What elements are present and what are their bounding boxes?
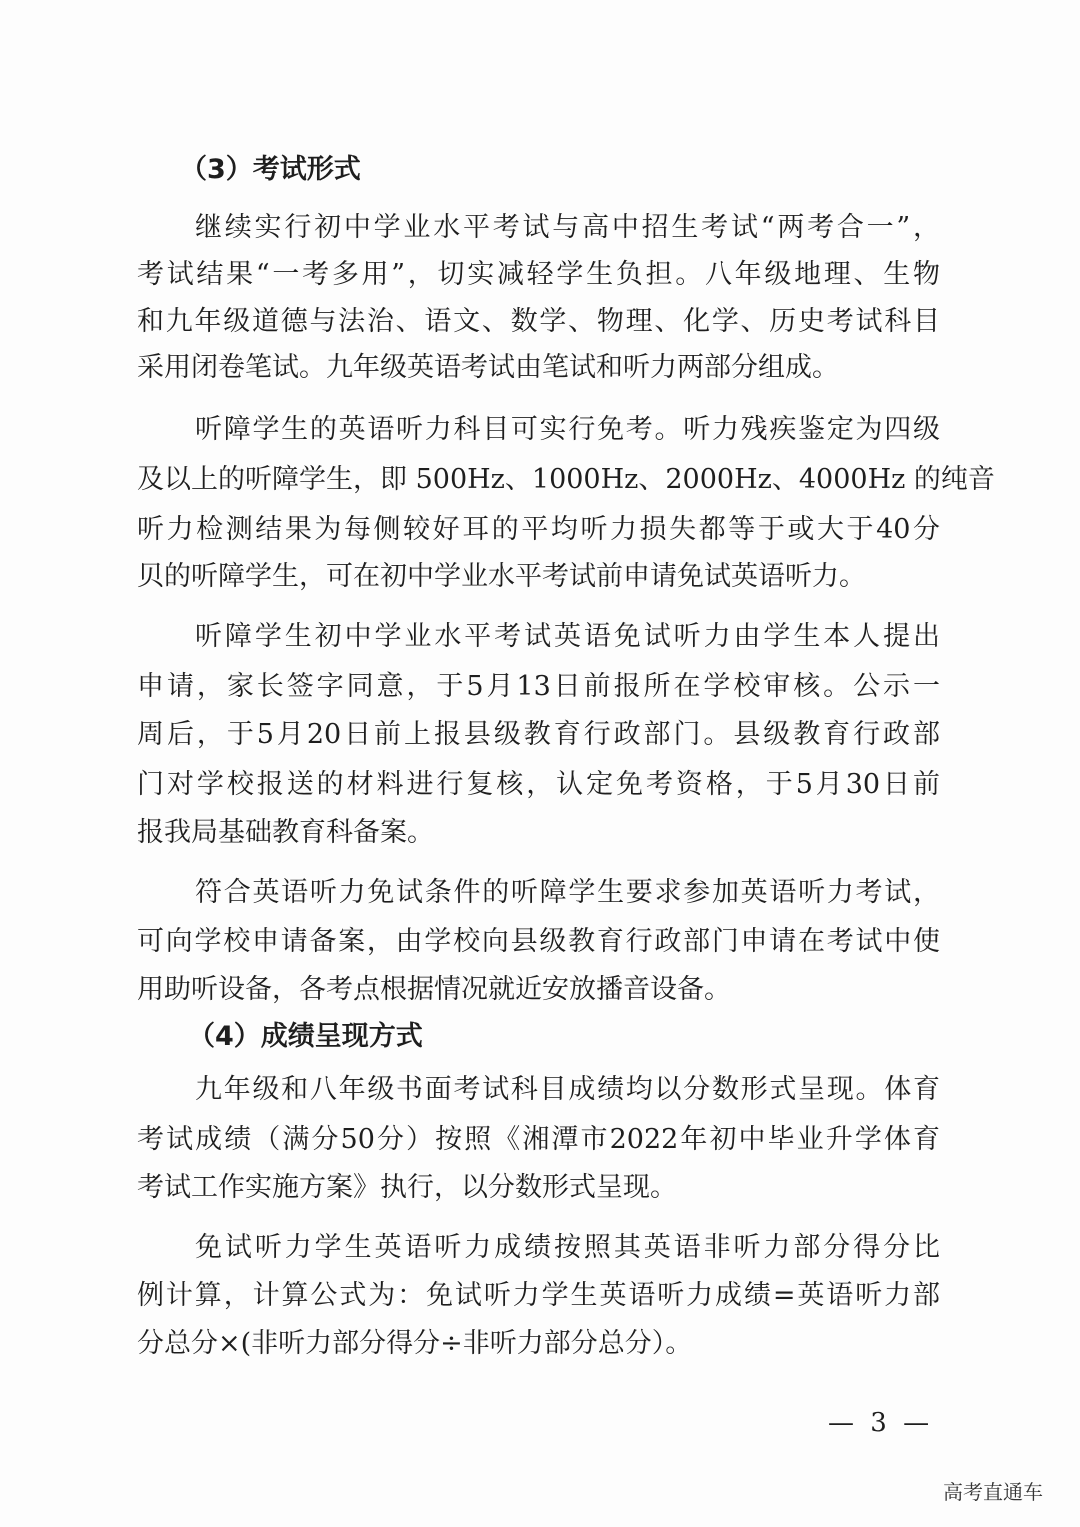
paragraph-line: 门对学校报送的材料进行复核，认定免考资格，于5月30日前	[137, 769, 940, 800]
paragraph-line: 九年级和八年级书面考试科目成绩均以分数形式呈现。体育	[195, 1074, 940, 1105]
paragraph-line: 听力检测结果为每侧较好耳的平均听力损失都等于或大于40分	[137, 514, 940, 545]
paragraph-line: 报我局基础教育科备案。	[137, 817, 434, 848]
paragraph-line: 申请，家长签字同意，于5月13日前报所在学校审核。公示一	[137, 671, 940, 702]
paragraph-line: 分总分×(非听力部分得分÷非听力部分总分）。	[137, 1328, 693, 1359]
paragraph-line: 用助听设备，各考点根据情况就近安放播音设备。	[137, 974, 731, 1005]
paragraph-line: 贝的听障学生，可在初中学业水平考试前申请免试英语听力。	[137, 561, 866, 592]
paragraph-line: 采用闭卷笔试。九年级英语考试由笔试和听力两部分组成。	[137, 352, 839, 383]
section-heading-exam-format: （3）考试形式	[180, 154, 361, 185]
paragraph-line: 可向学校申请备案，由学校向县级教育行政部门申请在考试中使	[137, 926, 940, 957]
paragraph-line: 听障学生的英语听力科目可实行免考。听力残疾鉴定为四级	[195, 414, 940, 445]
page-number: — 3 —	[828, 1408, 934, 1438]
paragraph-line: 考试工作实施方案》执行，以分数形式呈现。	[137, 1172, 677, 1203]
paragraph-line: 听障学生初中学业水平考试英语免试听力由学生本人提出	[195, 621, 940, 652]
paragraph-line: 周后，于5月20日前上报县级教育行政部门。县级教育行政部	[137, 719, 940, 750]
paragraph-line: 和九年级道德与法治、语文、数学、物理、化学、历史考试科目	[137, 306, 940, 337]
paragraph-line: 继续实行初中学业水平考试与高中招生考试“两考合一”，	[195, 212, 940, 243]
paragraph-line: 及以上的听障学生，即 500Hz、1000Hz、2000Hz、4000Hz 的纯音	[137, 464, 995, 495]
paragraph-line: 免试听力学生英语听力成绩按照其英语非听力部分得分比	[195, 1232, 940, 1263]
watermark: 高考直通车	[943, 1480, 1043, 1504]
paragraph-line: 例计算，计算公式为：免试听力学生英语听力成绩=英语听力部	[137, 1280, 940, 1311]
paragraph-line: 考试结果“一考多用”，切实减轻学生负担。八年级地理、生物	[137, 259, 940, 290]
section-heading-score-presentation: （4）成绩呈现方式	[188, 1021, 423, 1052]
paragraph-line: 符合英语听力免试条件的听障学生要求参加英语听力考试，	[195, 877, 940, 908]
paragraph-line: 考试成绩（满分50分）按照《湘潭市2022年初中毕业升学体育	[137, 1124, 940, 1155]
